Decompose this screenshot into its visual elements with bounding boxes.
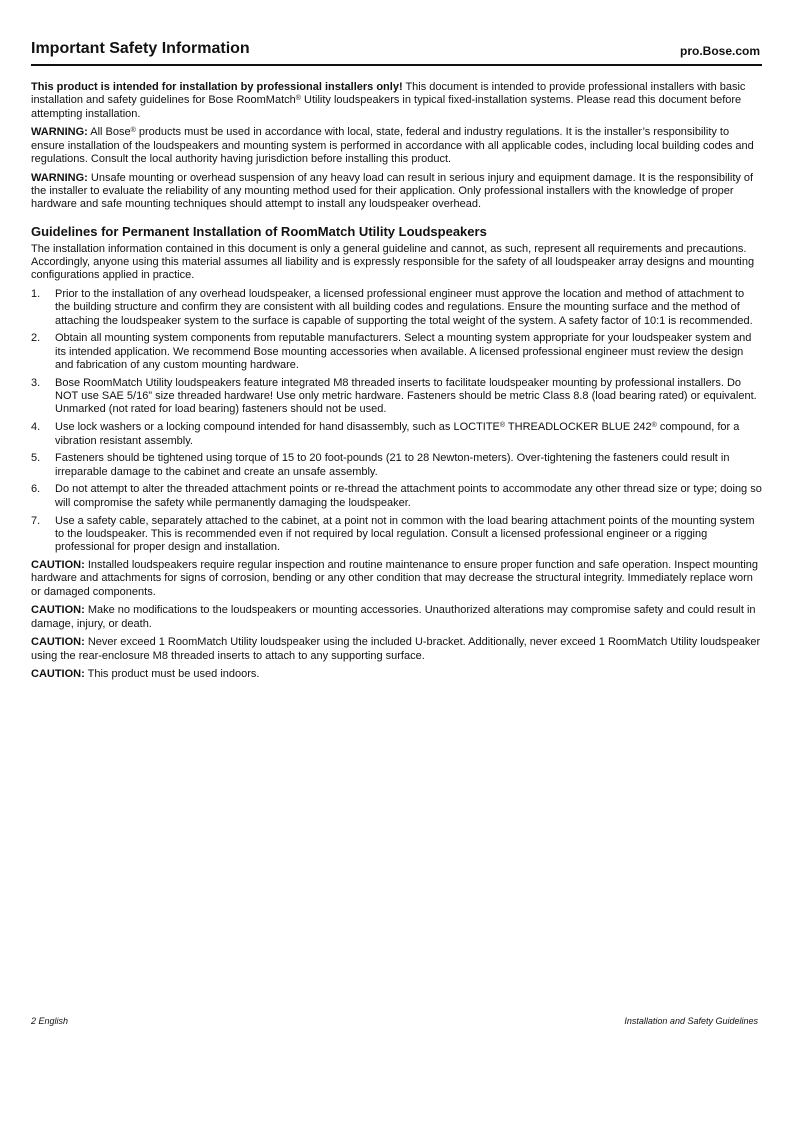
warning-label: WARNING: xyxy=(31,171,88,184)
intro-lead: This product is intended for installation by professional installers only! xyxy=(31,81,403,93)
registered-mark: ® xyxy=(499,422,506,430)
warning-paragraph: WARNING: All Bose® products must be used in accordance with local, state, federal and industry regulations. It is the installer’s responsibility to ensure installation of the loudspeakers and mounting system is performed in accordance with all applicable codes, including local building codes and regulations. Consult the local authority having jurisdiction before installing this product. xyxy=(31,126,754,165)
registered-mark: ® xyxy=(130,127,136,135)
guidelines-heading: Guidelines for Permanent Installation of RoomMatch Utility Loudspeakers xyxy=(31,223,487,239)
list-number: 3. xyxy=(31,376,41,389)
caution-label: CAUTION: xyxy=(31,668,85,681)
site-url: pro.Bose.com xyxy=(679,44,760,58)
list-number: 6. xyxy=(31,483,41,496)
registered-mark: ® xyxy=(295,95,301,103)
guidelines-list xyxy=(31,288,762,554)
page-content xyxy=(31,81,762,687)
registered-mark: ® xyxy=(651,422,657,430)
caution-paragraph: CAUTION: Make no modifications to the loudspeakers or mounting accessories. Unauthorized alterations may compromise safety and could result in damage, injury, or death. xyxy=(31,604,756,630)
list-item: 2. Obtain all mounting system components from reputable manufacturers. Select a mounting system appropriate for your loudspeaker system and its intended application. We recommend Bose mounting accessories when available. A licensed professional engineer must review the design and fabrication of any custom mounting hardware. xyxy=(31,332,752,372)
list-number: 4. xyxy=(31,421,41,434)
document-name: Installation and Safety Guidelines xyxy=(624,1016,758,1026)
intro-paragraph: This product is intended for installation by professional installers only! This document is intended to provide professional installers with basic installation and safety guidelines for Bose RoomMatch® Utility loudspeakers in typical fixed-installation systems. Please read this document before attempting installation. xyxy=(31,81,746,120)
list-number: 1. xyxy=(31,288,41,301)
list-item: 4. Use lock washers or a locking compound intended for hand disassembly, such as LOCTITE® THREADLOCKER BLUE 242® compound, for a vibration resistant assembly. xyxy=(31,421,740,447)
warning-paragraph: WARNING: Unsafe mounting or overhead suspension of any heavy load can result in serious injury and equipment damage. It is the responsibility of the installer to evaluate the reliability of any mounting method used for their application. Only professional installers with the knowledge of proper hardware and safe mounting techniques should attempt to install any loudspeaker overhead. xyxy=(31,171,754,211)
caution-label: CAUTION: xyxy=(31,558,85,571)
list-item: 7. Use a safety cable, separately attached to the cabinet, at a point not in common with the load bearing attachment points of the mounting system to the loudspeaker. This is recommended even if not required by local regulation. Consult a licensed professional engineer or a rigging professional for proper design and installation. xyxy=(31,514,755,554)
page-number-language: 2 English xyxy=(31,1016,69,1026)
caution-label: CAUTION: xyxy=(31,636,85,649)
page-header xyxy=(31,40,762,66)
caution-paragraph: CAUTION: Never exceed 1 RoomMatch Utility loudspeaker using the included U-bracket. Additionally, never exceed 1 RoomMatch Utility loudspeaker using the rear-enclosure M8 threaded inserts to attach to any supporting surface. xyxy=(31,636,761,662)
list-number: 5. xyxy=(31,452,41,465)
list-item: 1. Prior to the installation of any overhead loudspeaker, a licensed professional engineer must approve the location and method of attachment to the building structure and confirm they are consistent with all building codes and regulations. Ensure the mounting surface and the method of attaching the loudspeaker system to the surface is capable of supporting the total weight of the system. A safety factor of 10:1 is recommended. xyxy=(31,288,753,327)
list-item: 5. Fasteners should be tightened using torque of 15 to 20 foot-pounds (21 to 28 Newton-meters). Over-tightening the fasteners could result in irreparable damage to the cabinet and create an unsafe assembly. xyxy=(31,452,730,478)
caution-paragraph: CAUTION: This product must be used indoors. xyxy=(31,668,260,681)
list-item: 3. Bose RoomMatch Utility loudspeakers feature integrated M8 threaded inserts to facilitate loudspeaker mounting by professional installers. Do NOT use SAE 5/16” size threaded hardware! Use only metric hardware. Fasteners should be metric Class 8.8 (load bearing rated) or equivalent. Unmarked (not rated for load bearing) fasteners should not be used. xyxy=(31,376,757,416)
page-title: Important Safety Information xyxy=(31,40,250,57)
list-number: 7. xyxy=(31,514,41,527)
list-item: 6. Do not attempt to alter the threaded attachment points or re-thread the attachment points to accommodate any other thread size or type; doing so will compromise the safety while permanently damaging the loudspeaker. xyxy=(31,483,762,509)
caution-paragraph: CAUTION: Installed loudspeakers require regular inspection and routine maintenance to ensure proper function and safe operation. Inspect mounting hardware and attachments for signs of corrosion, bending or any other condition that may decrease the structural integrity. Immediately replace worn or damaged components. xyxy=(31,558,759,598)
warning-label: WARNING: xyxy=(31,126,88,139)
caution-label: CAUTION: xyxy=(31,604,85,617)
list-number: 2. xyxy=(31,332,41,345)
guidelines-intro: The installation information contained in this document is only a general guideline and cannot, as such, represent all requirements and precautions. Accordingly, anyone using this material assumes all liability and is expressly responsible for the safety of all loudspeaker array designs and mounting configurations applied in practice. xyxy=(31,242,755,282)
